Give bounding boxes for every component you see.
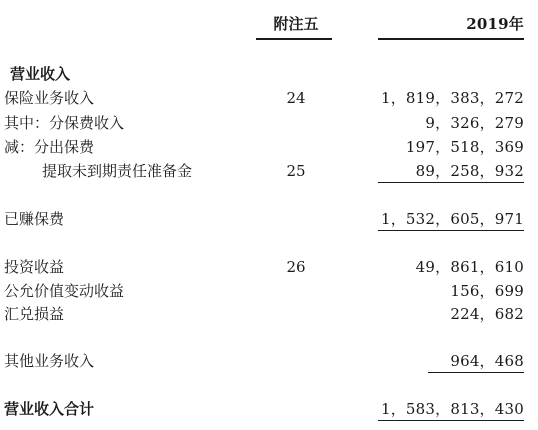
subtotal-underline — [378, 182, 524, 183]
row-amount-fair-value-gain: 156，699 — [450, 282, 524, 300]
row-amount-investment-income: 49，861，610 — [415, 258, 524, 276]
row-amount-other-revenue: 964，468 — [450, 352, 524, 370]
row-amount-unearned-reserve: 89，258，932 — [415, 162, 524, 180]
row-label-exchange-gain: 汇兑损益 — [4, 305, 65, 323]
row-note-insurance-revenue: 24 — [286, 89, 306, 107]
row-label-investment-income: 投资收益 — [4, 258, 65, 276]
row-note-unearned-reserve: 25 — [286, 162, 306, 180]
row-amount-total-operating-revenue: 1，583，813，430 — [380, 400, 524, 418]
row-label-other-revenue: 其他业务收入 — [4, 352, 95, 370]
row-label-total-operating-revenue: 营业收入合计 — [4, 400, 95, 418]
row-label-fair-value-gain: 公允价值变动收益 — [4, 282, 125, 300]
header-note-column: 附注五 — [273, 15, 319, 33]
total-underline — [378, 420, 524, 421]
row-label-ceded-premium: 减：分出保费 — [4, 138, 95, 156]
row-label-unearned-reserve: 提取未到期责任准备金 — [42, 162, 193, 180]
other-revenue-underline — [428, 372, 524, 373]
row-label-earned-premium: 已赚保费 — [4, 210, 65, 228]
row-amount-insurance-revenue: 1，819，383，272 — [380, 89, 524, 107]
row-label-insurance-revenue: 保险业务收入 — [4, 89, 95, 107]
row-amount-exchange-gain: 224，682 — [450, 305, 524, 323]
section-heading-operating-revenue: 营业收入 — [10, 65, 71, 83]
earned-premium-underline — [378, 230, 524, 231]
row-amount-reinsurance-premium: 9，326，279 — [425, 114, 524, 132]
row-note-investment-income: 26 — [286, 258, 306, 276]
row-amount-earned-premium: 1，532，605，971 — [380, 210, 524, 228]
header-year-underline — [378, 38, 524, 40]
header-year-column: 2019年 — [466, 15, 524, 33]
header-note-underline — [256, 38, 332, 40]
row-amount-ceded-premium: 197，518，369 — [405, 138, 524, 156]
row-label-reinsurance-premium: 其中：分保费收入 — [4, 114, 125, 132]
